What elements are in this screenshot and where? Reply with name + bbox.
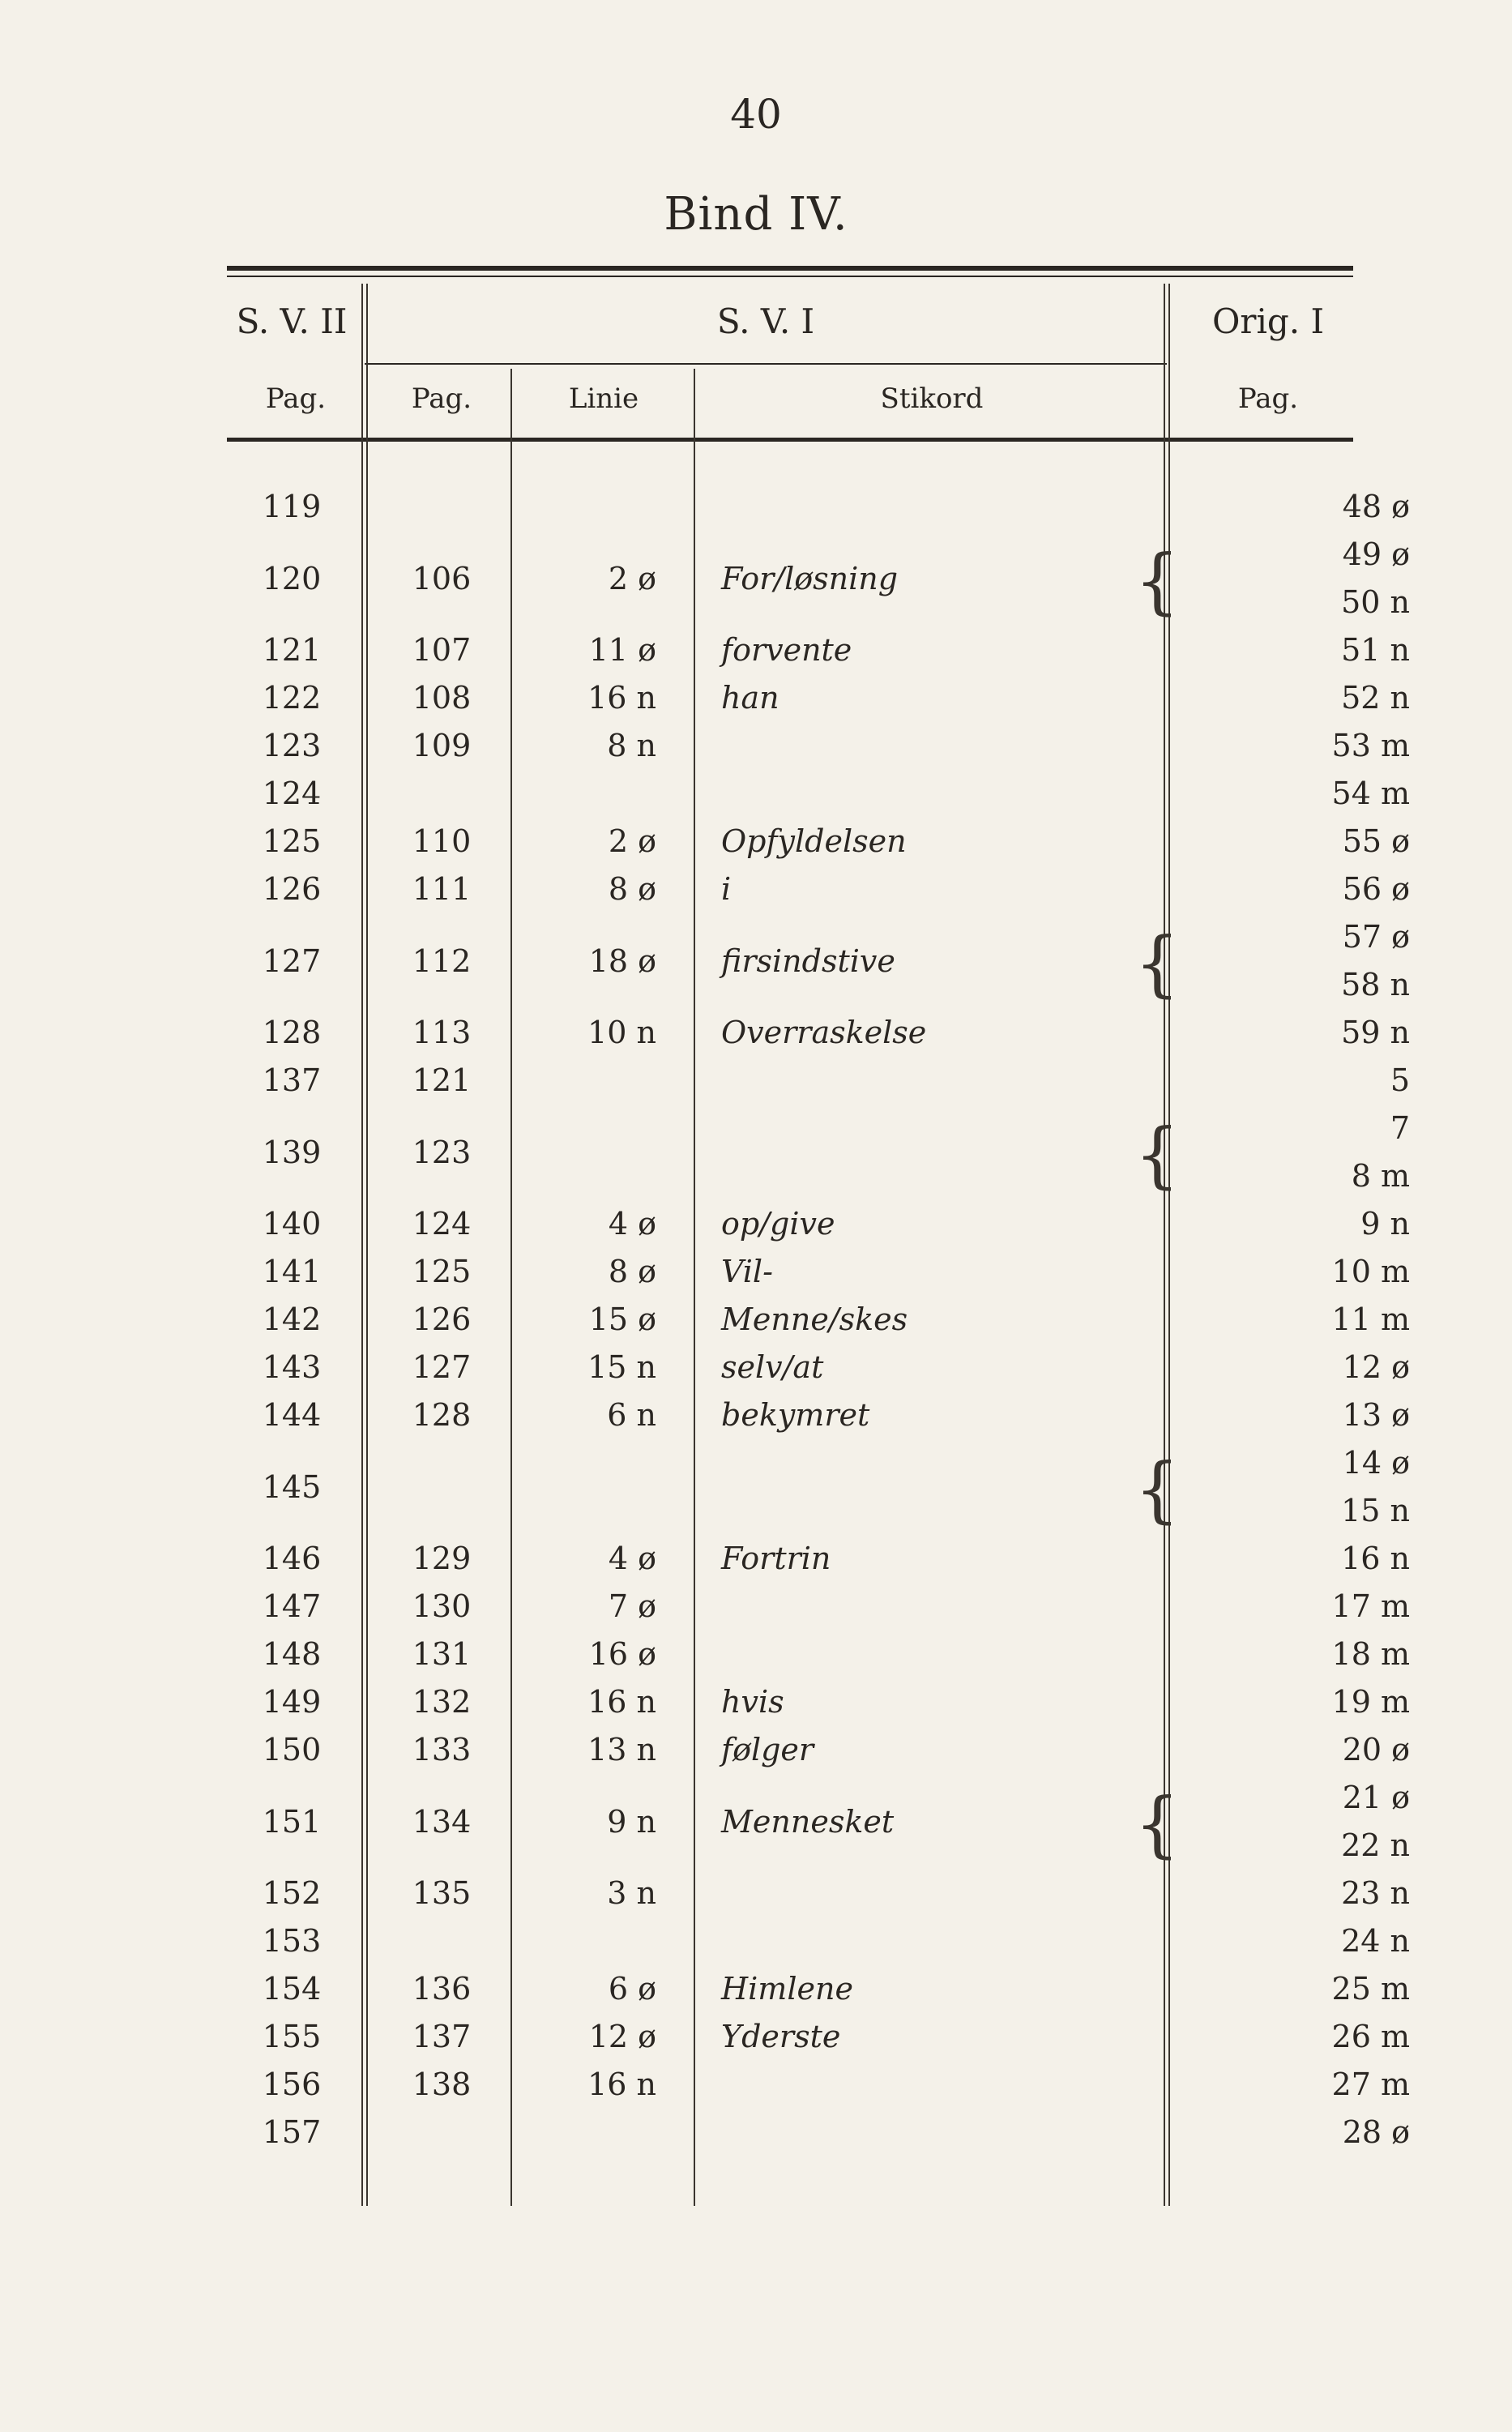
header-bottom-rule [227,438,1353,442]
brace-icon: { [1134,921,1180,1005]
cell-sv2-pag: 123 [262,728,322,763]
cell-orig-pag: 55 ø [1342,823,1410,859]
cell-orig-pag: 18 m [1331,1636,1410,1672]
cell-orig-pag: 11 m [1331,1301,1410,1337]
cell-stikord [721,482,1110,531]
cell-sv2-pag: 119 [262,489,322,524]
cell-stikord: bekymret [721,1397,870,1433]
cell-sv1-pag: 133 [412,1732,472,1767]
cell-linie [527,482,656,531]
cell-linie: 16 n [587,2067,656,2102]
cell-sv2-pag: 143 [262,1349,322,1385]
cell-stikord: Vil- [721,1254,773,1289]
cell-linie [527,1463,656,1511]
cell-orig-pag: 13 ø [1342,1397,1410,1433]
header-pag-sv1: Pag. [411,383,472,415]
cell-linie: 10 n [587,1015,656,1050]
cell-linie [527,1917,656,1965]
cell-stikord: For/løsning [721,560,899,596]
col-divider-stikord [694,369,695,2206]
cell-linie: 16 n [587,680,656,716]
cell-orig-pag: 57 ø [1342,919,1410,955]
cell-stikord: op/give [721,1206,835,1242]
group-rule [365,363,1167,365]
cell-sv2-pag: 127 [262,942,322,979]
cell-orig-pag: 27 m [1331,2067,1410,2102]
cell-sv2-pag: 146 [262,1541,322,1576]
cell-orig-pag: 12 ø [1342,1349,1410,1385]
cell-orig-pag: 28 ø [1342,2114,1410,2150]
cell-stikord [721,1463,1110,1511]
cell-stikord [721,1630,1110,1678]
page-title: Bind IV. [664,188,848,241]
cell-orig-pag: 19 m [1331,1684,1410,1720]
cell-orig-pag: 58 n [1341,967,1410,1002]
cell-orig-pag: 50 n [1341,584,1410,620]
cell-sv2-pag: 141 [262,1254,322,1289]
cell-sv2-pag: 153 [262,1923,322,1959]
cell-sv1-pag: 130 [412,1588,472,1624]
cell-stikord [721,2108,1110,2156]
cell-linie: 13 n [587,1732,656,1767]
brace-icon: { [1134,539,1180,622]
cell-sv1-pag: 135 [412,1875,472,1911]
page-number: 40 [730,91,782,138]
cell-sv2-pag: 156 [262,2067,322,2102]
cell-sv2-pag: 137 [262,1062,322,1098]
cell-stikord: Fortrin [721,1541,831,1576]
cell-linie [527,1056,656,1105]
cell-sv2-pag: 121 [262,632,322,668]
cell-sv1-pag: 107 [412,632,472,668]
cell-sv2-pag: 149 [262,1684,322,1720]
cell-stikord: han [721,680,779,716]
cell-sv2-pag: 139 [262,1134,322,1170]
cell-sv1-pag: 128 [412,1397,472,1433]
cell-linie: 4 ø [608,1541,656,1576]
cell-stikord [721,1582,1110,1631]
cell-sv1-pag: 111 [412,871,472,907]
cell-sv2-pag: 150 [262,1732,322,1767]
cell-orig-pag: 7 [1390,1110,1410,1146]
header-pag-sv2: Pag. [265,383,327,415]
cell-sv1-pag [389,2108,494,2156]
cell-stikord [721,721,1110,770]
cell-sv1-pag [389,769,494,818]
cell-stikord: hvis [721,1684,784,1720]
cell-orig-pag: 51 n [1341,632,1410,668]
cell-sv1-pag: 136 [412,1971,472,2007]
cell-orig-pag: 5 [1390,1062,1410,1098]
cell-sv1-pag: 131 [412,1636,472,1672]
cell-sv2-pag: 128 [262,1015,322,1050]
cell-sv1-pag: 112 [412,942,472,979]
cell-sv2-pag: 157 [262,2114,322,2150]
cell-sv2-pag: 148 [262,1636,322,1672]
cell-linie: 12 ø [588,2019,656,2054]
header-orig: Orig. I [1211,301,1325,341]
cell-linie: 4 ø [608,1206,656,1242]
cell-linie: 15 n [587,1349,656,1385]
cell-stikord: selv/at [721,1349,824,1385]
cell-orig-pag: 9 n [1360,1206,1410,1242]
cell-sv2-pag: 147 [262,1588,322,1624]
cell-sv2-pag: 124 [262,776,322,811]
cell-sv2-pag: 154 [262,1971,322,2007]
cell-linie: 15 ø [588,1301,656,1337]
cell-orig-pag: 8 m [1351,1158,1410,1194]
cell-orig-pag: 49 ø [1342,536,1410,572]
cell-sv1-pag: 106 [412,560,472,596]
cell-sv1-pag: 125 [412,1254,472,1289]
cell-orig-pag: 24 n [1341,1923,1410,1959]
cell-linie: 11 ø [588,632,656,668]
header-pag-orig: Pag. [1237,383,1299,415]
header-sv1: S. V. I [716,301,815,341]
cell-orig-pag: 59 n [1341,1015,1410,1050]
cell-stikord: Mennesket [721,1803,895,1840]
cell-sv1-pag: 138 [412,2067,472,2102]
cell-sv2-pag: 144 [262,1397,322,1433]
cell-sv2-pag: 140 [262,1206,322,1242]
cell-sv1-pag: 132 [412,1684,472,1720]
cell-sv1-pag: 113 [412,1015,472,1050]
cell-orig-pag: 17 m [1331,1588,1410,1624]
cell-linie [527,1128,656,1177]
cell-stikord [721,1917,1110,1965]
cell-linie: 8 ø [608,1254,656,1289]
cell-stikord: i [721,871,732,907]
cell-sv2-pag: 122 [262,680,322,716]
cell-sv2-pag: 145 [262,1468,322,1505]
cell-stikord [721,1056,1110,1105]
cell-stikord: Himlene [721,1971,853,2007]
cell-orig-pag: 25 m [1331,1971,1410,2007]
cell-sv1-pag: 110 [412,823,472,859]
cell-sv1-pag [389,1463,494,1511]
cell-sv1-pag: 123 [412,1134,472,1170]
top-rule-thick [227,266,1353,271]
cell-orig-pag: 23 n [1341,1875,1410,1911]
cell-sv1-pag: 109 [412,728,472,763]
cell-orig-pag: 15 n [1341,1493,1410,1528]
cell-sv1-pag: 108 [412,680,472,716]
cell-orig-pag: 26 m [1331,2019,1410,2054]
header-linie: Linie [568,383,639,415]
cell-linie [527,2108,656,2156]
cell-orig-pag: 16 n [1341,1541,1410,1576]
cell-linie: 6 ø [608,1971,656,2007]
cell-stikord [721,769,1110,818]
cell-sv1-pag [389,1917,494,1965]
col-divider-sv2-b [366,284,368,2206]
brace-icon: { [1134,1113,1180,1196]
cell-linie: 7 ø [608,1588,656,1624]
cell-linie: 2 ø [608,823,656,859]
cell-sv2-pag: 142 [262,1301,322,1337]
cell-stikord: Overraskelse [721,1015,927,1050]
cell-sv1-pag: 137 [412,2019,472,2054]
cell-sv2-pag: 152 [262,1875,322,1911]
cell-sv1-pag: 129 [412,1541,472,1576]
cell-linie: 18 ø [588,942,656,979]
cell-sv2-pag: 155 [262,2019,322,2054]
cell-stikord: firsindstive [721,942,895,979]
cell-linie: 16 n [587,1684,656,1720]
cell-linie: 3 n [607,1875,656,1911]
header-sv2: S. V. II [236,301,348,341]
cell-orig-pag: 52 n [1341,680,1410,716]
cell-linie: 8 n [607,728,656,763]
cell-linie: 16 ø [588,1636,656,1672]
cell-sv1-pag: 134 [412,1803,472,1840]
cell-linie: 8 ø [608,871,656,907]
cell-orig-pag: 56 ø [1342,871,1410,907]
cell-orig-pag: 53 m [1331,728,1410,763]
cell-stikord: Yderste [721,2019,841,2054]
cell-sv1-pag: 121 [412,1062,472,1098]
cell-orig-pag: 48 ø [1342,489,1410,524]
cell-orig-pag: 14 ø [1342,1445,1410,1481]
cell-stikord: Menne/skes [721,1301,908,1337]
cell-sv1-pag [389,482,494,531]
top-rule-thin [227,276,1353,277]
cell-orig-pag: 22 n [1341,1827,1410,1863]
cell-stikord [721,1128,1110,1177]
col-divider-linie [510,369,512,2206]
cell-stikord: Opfyldelsen [721,823,907,859]
cell-sv1-pag: 127 [412,1349,472,1385]
brace-icon: { [1134,1782,1180,1866]
cell-orig-pag: 10 m [1331,1254,1410,1289]
cell-stikord: forvente [721,632,852,668]
cell-orig-pag: 20 ø [1342,1732,1410,1767]
cell-orig-pag: 21 ø [1342,1780,1410,1815]
cell-linie: 9 n [607,1803,656,1840]
cell-sv2-pag: 126 [262,871,322,907]
cell-stikord: følger [721,1732,814,1767]
cell-stikord [721,1869,1110,1917]
cell-sv1-pag: 126 [412,1301,472,1337]
cell-linie: 2 ø [608,560,656,596]
cell-sv2-pag: 151 [262,1803,322,1840]
cell-linie: 6 n [607,1397,656,1433]
col-divider-sv2 [361,284,363,2206]
cell-linie [527,769,656,818]
cell-stikord [721,2060,1110,2109]
cell-sv1-pag: 124 [412,1206,472,1242]
cell-sv2-pag: 125 [262,823,322,859]
cell-sv2-pag: 120 [262,560,322,596]
header-stikord: Stikord [880,383,984,415]
brace-icon: { [1134,1447,1180,1531]
cell-orig-pag: 54 m [1331,776,1410,811]
